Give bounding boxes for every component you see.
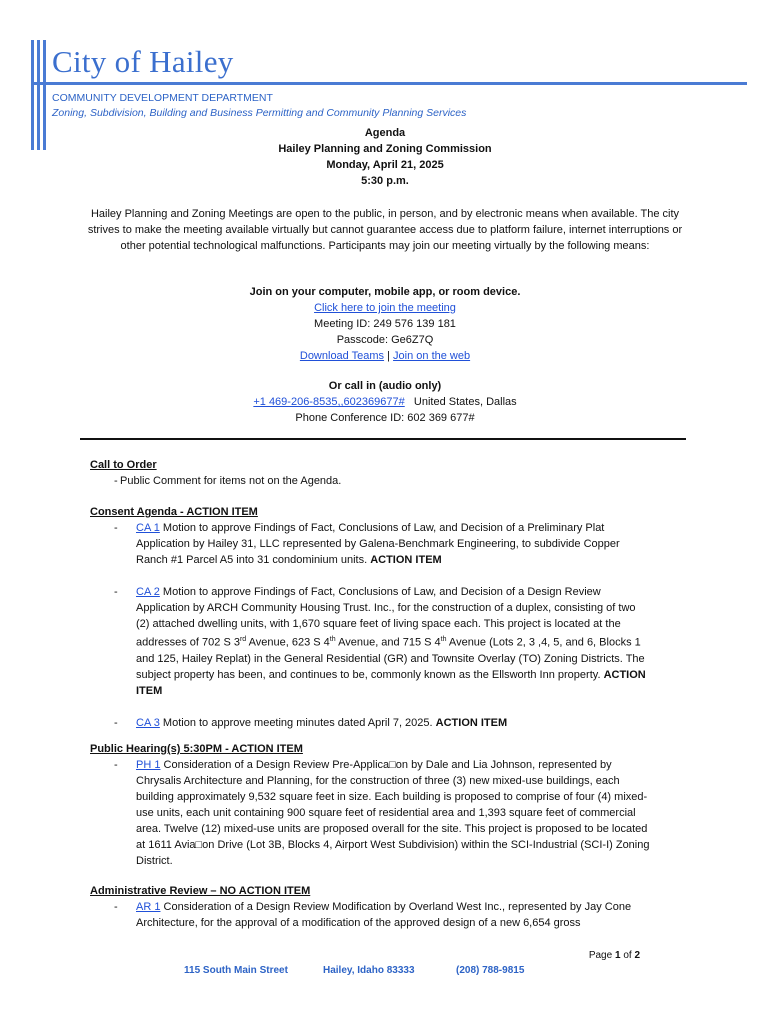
footer-phone: (208) 788-9815 xyxy=(456,965,525,976)
section-divider xyxy=(80,438,686,440)
phone-heading: Or call in (audio only) xyxy=(328,380,442,392)
phone-location: United States, Dallas xyxy=(413,396,517,408)
agenda-item-ca2: - CA 2 Motion to approve Findings of Fact, Conclusions of Law, and Decision of a Design Review Application by ARCH Community Housing Trust. Inc., for the construction of a duplex, consisting of two (2) attached dwelling units, with 1,670 square feet of living space each. This project is located at the addresses of 702 S 3rd Avenue, 623 S 4th Avenue, and 715 S 4th Avenue (Lots 2, 3 ,4, 5, and 6, Blocks 1 and 125, Hailey Replat) in the General Residential (GR) and Townsite Overlay (TO) Zoning Districts. The subject property has been, and continues to be, commonly known as the Ellsworth Inn property. ACTION ITEM xyxy=(114,586,646,697)
online-join-block xyxy=(60,284,710,364)
footer-address: 115 South Main Street xyxy=(184,965,288,976)
meeting-id: Meeting ID: 249 576 139 181 xyxy=(314,318,456,330)
ca2-link[interactable]: CA 2 xyxy=(136,586,160,598)
agenda-item-ca1: - CA 1 Motion to approve Findings of Fact, Conclusions of Law, and Decision of a Preliminary Plat Application by Hailey 31, LLC represented by Galena-Benchmark Engineering, to subdivide Copper Ranch #1 Parcel A5 into 31 condominium units. ACTION ITEM xyxy=(114,522,620,566)
join-meeting-link[interactable]: Click here to join the meeting xyxy=(314,302,456,314)
letterhead-rule xyxy=(31,82,747,85)
link-separator: | xyxy=(387,350,390,362)
agenda-item-ca3: - CA 3 Motion to approve meeting minutes dated April 7, 2025. ACTION ITEM xyxy=(114,716,508,729)
consent-agenda-heading: Consent Agenda - ACTION ITEM xyxy=(90,506,258,518)
ph1-link[interactable]: PH 1 xyxy=(136,759,161,771)
join-web-link[interactable]: Join on the web xyxy=(393,350,471,362)
meeting-time: 5:30 p.m. xyxy=(361,175,409,187)
call-to-order-heading: Call to Order xyxy=(90,459,157,471)
phone-conference-id: Phone Conference ID: 602 369 677# xyxy=(295,412,475,424)
admin-review-section xyxy=(90,883,650,931)
footer-city: Hailey, Idaho 83333 xyxy=(323,965,415,976)
page-number: Page 1 of 2 xyxy=(588,950,640,961)
download-teams-link[interactable]: Download Teams xyxy=(299,350,385,362)
ar1-link[interactable]: AR 1 xyxy=(136,901,161,913)
department-subtitle: Zoning, Subdivision, Building and Business Permitting and Community Planning Services xyxy=(52,107,467,119)
meeting-date: Monday, April 21, 2025 xyxy=(326,159,444,171)
agenda-label: Agenda xyxy=(364,127,406,139)
list-item: - Public Comment for items not on the Agenda. xyxy=(114,475,342,487)
agenda-item-ph1: - PH 1 Consideration of a Design Review Pre-Applica□on by Dale and Lia Johnson, represented by Chrysalis Architecture and Planning, for the construction of three (3) new mixed-use buildings, each building approximately 9,532 square feet in size. Each building is proposed to comprise of four (4) mixed-use units, each unit containing 900 square feet of residential area and 1,393 square feet of commercial area. Twelve (12) mixed-use units are proposed overall for the site. This project is proposed to be located at 1611 Avia□on Drive (Lot 3B, Blocks 4, Airport West Subdivision) within the SCI-Industrial (SCI-I) Zoning District. xyxy=(114,759,650,867)
phone-block xyxy=(60,378,710,426)
online-heading: Join on your computer, mobile app, or room device. xyxy=(249,286,521,298)
public-hearing-heading: Public Hearing(s) 5:30PM - ACTION ITEM xyxy=(90,743,303,755)
letterhead-bars xyxy=(31,40,47,150)
ca3-link[interactable]: CA 3 xyxy=(136,716,160,729)
public-comment-item: Public Comment for items not on the Agenda. xyxy=(120,475,342,487)
passcode: Passcode: Ge6Z7Q xyxy=(336,334,434,346)
ca1-link[interactable]: CA 1 xyxy=(136,522,160,534)
agenda-item-ar1: - AR 1 Consideration of a Design Review Modification by Overland West Inc., represented by Jay Cone Architecture, for the approval of a modification of the approved design of a new 6,654 gross xyxy=(114,901,632,929)
call-to-order-section xyxy=(90,457,650,489)
public-hearing-section xyxy=(90,741,650,869)
city-title: City of Hailey xyxy=(52,44,234,79)
phone-number-link[interactable]: +1 469-206-8535,,602369677# xyxy=(253,396,405,408)
intro-paragraph: Hailey Planning and Zoning Meetings are open to the public, in person, and by electronic means when available. The city strives to make the meeting available virtually but cannot guarantee access due to platform failure, internet interruptions or other potential technological malfunctions. Participants may join our meeting virtually by the following means: xyxy=(87,208,683,252)
commission-name: Hailey Planning and Zoning Commission xyxy=(278,143,492,155)
department-name: COMMUNITY DEVELOPMENT DEPARTMENT xyxy=(52,92,273,104)
consent-agenda-section xyxy=(90,504,650,731)
agenda-header xyxy=(60,125,710,189)
admin-review-heading: Administrative Review – NO ACTION ITEM xyxy=(90,885,311,897)
